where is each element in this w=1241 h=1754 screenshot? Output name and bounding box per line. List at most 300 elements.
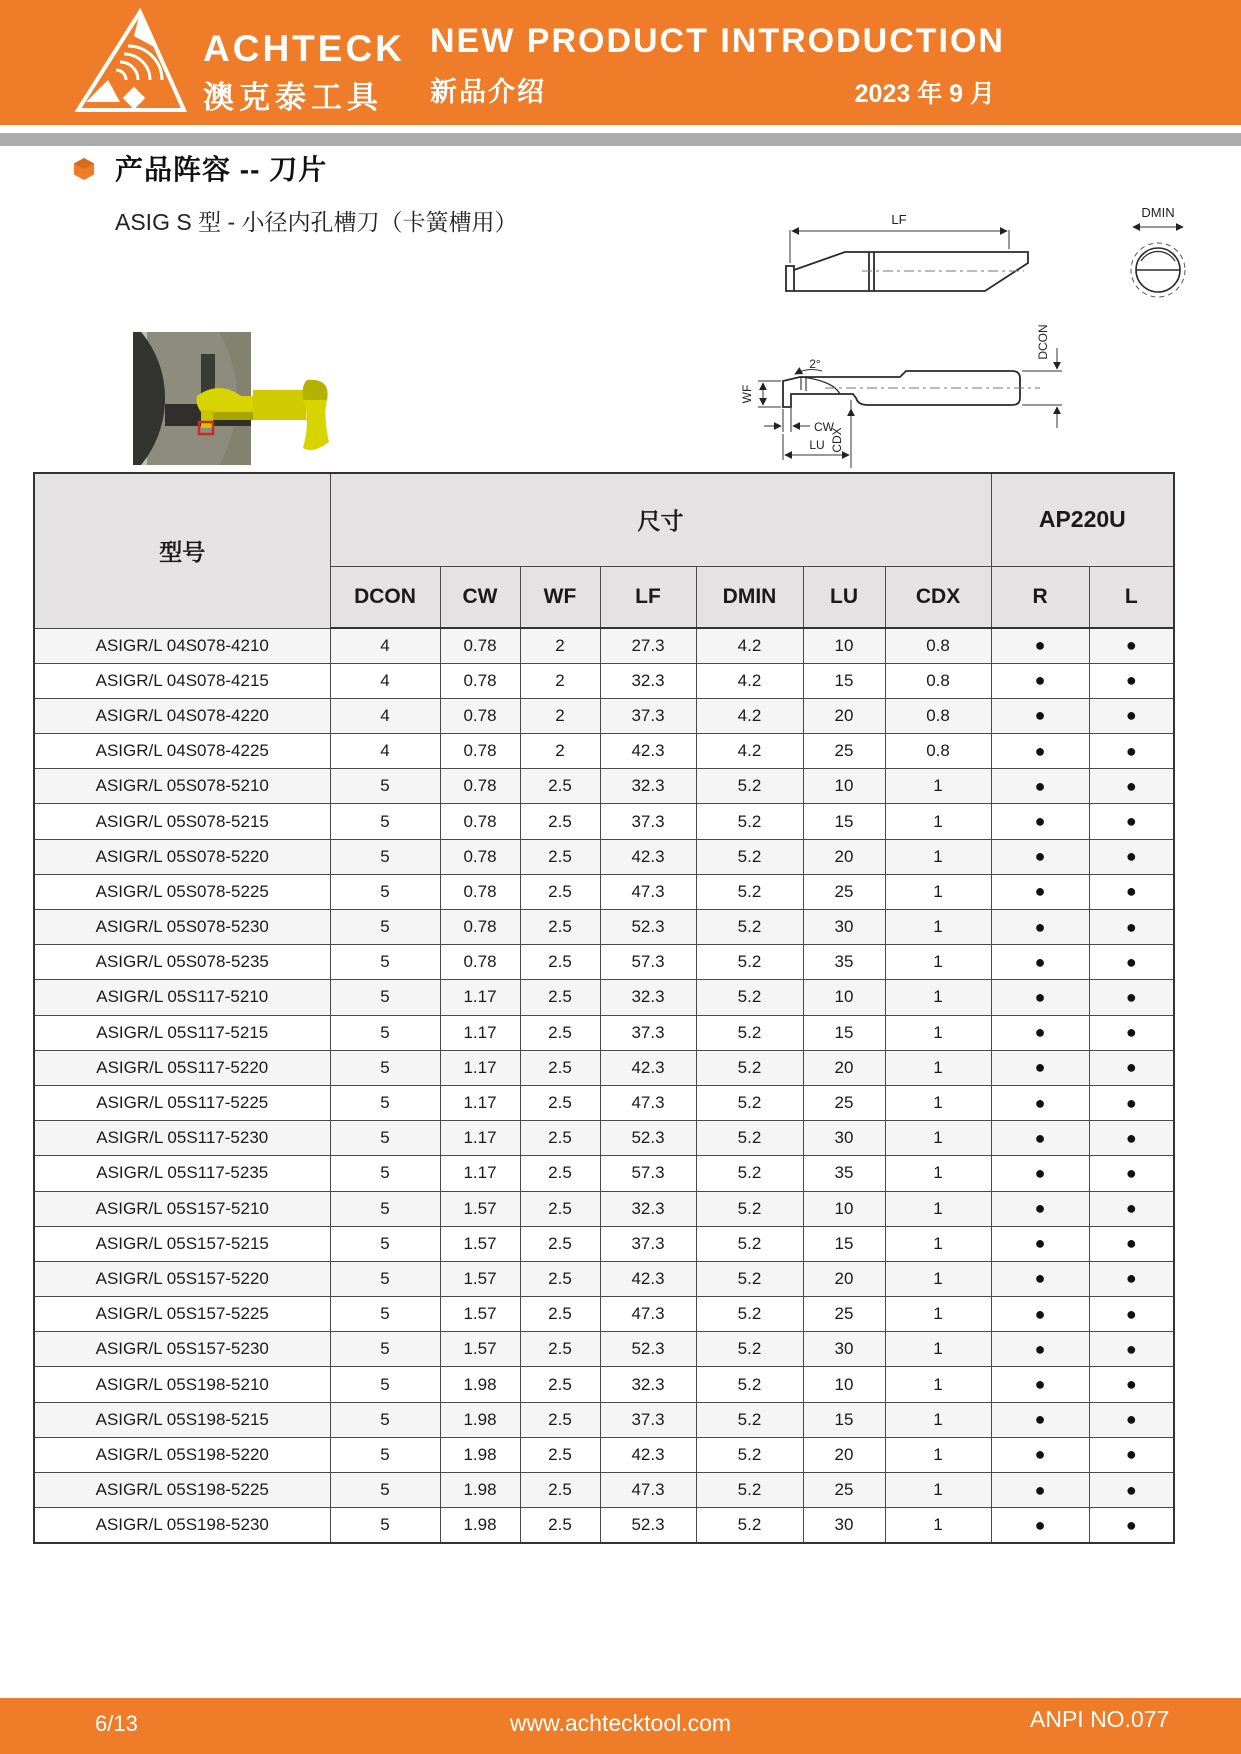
page-number: 6/13 bbox=[95, 1711, 138, 1736]
model-cell: ASIGR/L 05S117-5220 bbox=[34, 1050, 330, 1085]
dimension-cell: 5 bbox=[330, 874, 440, 909]
divider-bar bbox=[0, 133, 1241, 146]
dimension-cell: 5.2 bbox=[696, 1156, 803, 1191]
dimension-cell: 5 bbox=[330, 804, 440, 839]
dimension-cell: 0.78 bbox=[440, 804, 520, 839]
doc-number: ANPI NO.077 bbox=[1030, 1706, 1170, 1732]
dimension-cell: 0.8 bbox=[885, 628, 991, 663]
dimension-cell: 5 bbox=[330, 769, 440, 804]
col-header-dcon: DCON bbox=[330, 566, 440, 628]
grade-dot-cell: ● bbox=[1089, 698, 1174, 733]
dimension-cell: 4 bbox=[330, 698, 440, 733]
dimension-cell: 5 bbox=[330, 1085, 440, 1120]
dimension-cell: 1 bbox=[885, 1050, 991, 1085]
cube-bullet-icon bbox=[74, 158, 94, 180]
dimension-cell: 1 bbox=[885, 1121, 991, 1156]
table-row bbox=[34, 839, 1174, 874]
model-cell: ASIGR/L 05S198-5225 bbox=[34, 1473, 330, 1508]
dimension-cell: 2.5 bbox=[520, 1332, 600, 1367]
table-row bbox=[34, 1402, 1174, 1437]
dimension-cell: 10 bbox=[803, 980, 885, 1015]
dimension-cell: 47.3 bbox=[600, 1473, 696, 1508]
dimension-cell: 57.3 bbox=[600, 945, 696, 980]
dimension-cell: 20 bbox=[803, 1437, 885, 1472]
grade-dot-cell: ● bbox=[1089, 1508, 1174, 1543]
grade-dot-cell: ● bbox=[991, 1508, 1089, 1543]
model-cell: ASIGR/L 04S078-4225 bbox=[34, 734, 330, 769]
dimension-cell: 1.98 bbox=[440, 1437, 520, 1472]
dimension-cell: 20 bbox=[803, 1050, 885, 1085]
grade-dot-cell: ● bbox=[1089, 910, 1174, 945]
grade-dot-cell: ● bbox=[1089, 1226, 1174, 1261]
dim-label-lu: LU bbox=[809, 438, 825, 452]
table-row bbox=[34, 874, 1174, 909]
dimension-cell: 1 bbox=[885, 910, 991, 945]
dimension-cell: 1 bbox=[885, 839, 991, 874]
dimension-cell: 1.57 bbox=[440, 1191, 520, 1226]
dimension-cell: 2.5 bbox=[520, 1121, 600, 1156]
section-title: 产品阵容 -- 刀片 bbox=[115, 154, 328, 185]
brand-logo bbox=[68, 6, 405, 118]
dimension-cell: 0.78 bbox=[440, 945, 520, 980]
dimension-cell: 2.5 bbox=[520, 1191, 600, 1226]
dimension-cell: 0.78 bbox=[440, 839, 520, 874]
dimension-cell: 1.17 bbox=[440, 1156, 520, 1191]
grade-dot-cell: ● bbox=[991, 1191, 1089, 1226]
dimension-cell: 5 bbox=[330, 1437, 440, 1472]
dimension-cell: 1 bbox=[885, 1085, 991, 1120]
model-cell: ASIGR/L 05S157-5225 bbox=[34, 1297, 330, 1332]
dimension-cell: 4 bbox=[330, 628, 440, 663]
dimension-cell: 1 bbox=[885, 1226, 991, 1261]
header-bar bbox=[0, 0, 1241, 125]
dimension-cell: 1.57 bbox=[440, 1261, 520, 1296]
dimension-cell: 5.2 bbox=[696, 1437, 803, 1472]
table-row bbox=[34, 804, 1174, 839]
col-group-dimensions: 尺寸 bbox=[330, 473, 991, 566]
dimension-cell: 30 bbox=[803, 1332, 885, 1367]
grade-dot-cell: ● bbox=[1089, 1437, 1174, 1472]
dimension-cell: 0.78 bbox=[440, 663, 520, 698]
grade-dot-cell: ● bbox=[991, 1085, 1089, 1120]
dimension-cell: 0.8 bbox=[885, 663, 991, 698]
table-row bbox=[34, 1191, 1174, 1226]
dimension-cell: 5.2 bbox=[696, 980, 803, 1015]
dim-label-lf: LF bbox=[891, 212, 907, 227]
dimension-cell: 2 bbox=[520, 698, 600, 733]
dimension-cell: 52.3 bbox=[600, 1121, 696, 1156]
dimension-cell: 42.3 bbox=[600, 1050, 696, 1085]
model-cell: ASIGR/L 05S198-5210 bbox=[34, 1367, 330, 1402]
dim-label-cdx: CDX bbox=[830, 427, 844, 453]
dimension-cell: 5 bbox=[330, 1508, 440, 1543]
grade-dot-cell: ● bbox=[1089, 839, 1174, 874]
dimension-cell: 1 bbox=[885, 1508, 991, 1543]
dimension-cell: 0.78 bbox=[440, 698, 520, 733]
dimension-cell: 2.5 bbox=[520, 1156, 600, 1191]
dimension-cell: 5.2 bbox=[696, 1508, 803, 1543]
dimension-cell: 5.2 bbox=[696, 1402, 803, 1437]
table-row bbox=[34, 1015, 1174, 1050]
brand-name-cn: 澳克泰工具 bbox=[203, 80, 383, 115]
dimension-cell: 1 bbox=[885, 804, 991, 839]
grade-dot-cell: ● bbox=[1089, 1367, 1174, 1402]
dimension-cell: 2.5 bbox=[520, 804, 600, 839]
dimension-cell: 1 bbox=[885, 769, 991, 804]
grade-dot-cell: ● bbox=[1089, 1297, 1174, 1332]
dimension-cell: 2.5 bbox=[520, 945, 600, 980]
model-cell: ASIGR/L 05S198-5220 bbox=[34, 1437, 330, 1472]
model-cell: ASIGR/L 05S157-5215 bbox=[34, 1226, 330, 1261]
dimension-cell: 2.5 bbox=[520, 1402, 600, 1437]
dimension-cell: 2.5 bbox=[520, 1297, 600, 1332]
dimension-cell: 25 bbox=[803, 734, 885, 769]
grade-dot-cell: ● bbox=[1089, 1015, 1174, 1050]
spec-table bbox=[33, 472, 1175, 1544]
model-cell: ASIGR/L 05S078-5225 bbox=[34, 874, 330, 909]
dimension-cell: 5.2 bbox=[696, 1050, 803, 1085]
dimension-cell: 25 bbox=[803, 1085, 885, 1120]
dim-label-dmin: DMIN bbox=[1141, 205, 1175, 220]
dimension-cell: 2.5 bbox=[520, 1050, 600, 1085]
dimension-cell: 1 bbox=[885, 1191, 991, 1226]
dimension-cell: 0.78 bbox=[440, 628, 520, 663]
table-row bbox=[34, 628, 1174, 663]
table-body bbox=[34, 628, 1174, 1543]
page-title: NEW PRODUCT INTRODUCTION bbox=[430, 22, 1005, 60]
model-cell: ASIGR/L 05S078-5220 bbox=[34, 839, 330, 874]
dimension-cell: 0.8 bbox=[885, 734, 991, 769]
grade-dot-cell: ● bbox=[1089, 1050, 1174, 1085]
grade-dot-cell: ● bbox=[1089, 663, 1174, 698]
dimension-cell: 5.2 bbox=[696, 910, 803, 945]
grade-dot-cell: ● bbox=[991, 1121, 1089, 1156]
grade-dot-cell: ● bbox=[1089, 945, 1174, 980]
model-cell: ASIGR/L 05S117-5235 bbox=[34, 1156, 330, 1191]
dimension-cell: 32.3 bbox=[600, 1367, 696, 1402]
issue-date: 2023 年 9 月 bbox=[854, 80, 995, 108]
table-row bbox=[34, 980, 1174, 1015]
col-header-l: L bbox=[1089, 566, 1174, 628]
grade-dot-cell: ● bbox=[991, 1473, 1089, 1508]
dimension-cell: 4.2 bbox=[696, 734, 803, 769]
table-row bbox=[34, 734, 1174, 769]
dimension-cell: 25 bbox=[803, 874, 885, 909]
dimension-cell: 1.17 bbox=[440, 980, 520, 1015]
dimension-cell: 10 bbox=[803, 769, 885, 804]
dimension-cell: 5.2 bbox=[696, 804, 803, 839]
dimension-cell: 1.57 bbox=[440, 1226, 520, 1261]
dimension-cell: 2.5 bbox=[520, 1473, 600, 1508]
mountain-logo-icon bbox=[68, 6, 198, 118]
dimension-cell: 15 bbox=[803, 1402, 885, 1437]
table-row bbox=[34, 945, 1174, 980]
dimension-cell: 5 bbox=[330, 1050, 440, 1085]
dimension-cell: 5.2 bbox=[696, 1473, 803, 1508]
dimension-cell: 32.3 bbox=[600, 980, 696, 1015]
dimension-cell: 1.57 bbox=[440, 1332, 520, 1367]
table-row bbox=[34, 1332, 1174, 1367]
grade-dot-cell: ● bbox=[991, 663, 1089, 698]
model-cell: ASIGR/L 05S117-5230 bbox=[34, 1121, 330, 1156]
dimension-cell: 10 bbox=[803, 1191, 885, 1226]
dimension-cell: 52.3 bbox=[600, 910, 696, 945]
model-cell: ASIGR/L 05S078-5230 bbox=[34, 910, 330, 945]
dimension-cell: 1.98 bbox=[440, 1402, 520, 1437]
grade-dot-cell: ● bbox=[1089, 1332, 1174, 1367]
model-cell: ASIGR/L 05S117-5215 bbox=[34, 1015, 330, 1050]
table-row bbox=[34, 910, 1174, 945]
dimension-cell: 2.5 bbox=[520, 874, 600, 909]
col-header-cdx: CDX bbox=[885, 566, 991, 628]
dimension-cell: 2.5 bbox=[520, 769, 600, 804]
col-header-r: R bbox=[991, 566, 1089, 628]
dimension-drawings bbox=[660, 170, 1221, 472]
dimension-cell: 4 bbox=[330, 663, 440, 698]
dimension-cell: 5.2 bbox=[696, 1332, 803, 1367]
dimension-cell: 32.3 bbox=[600, 769, 696, 804]
dimension-cell: 1 bbox=[885, 1473, 991, 1508]
model-cell: ASIGR/L 05S078-5235 bbox=[34, 945, 330, 980]
dimension-cell: 1 bbox=[885, 1297, 991, 1332]
table-row bbox=[34, 698, 1174, 733]
dimension-cell: 42.3 bbox=[600, 1437, 696, 1472]
dimension-cell: 1 bbox=[885, 1156, 991, 1191]
dim-label-angle: 2° bbox=[809, 357, 821, 371]
dim-label-wf: WF bbox=[740, 384, 754, 404]
dimension-cell: 5.2 bbox=[696, 1226, 803, 1261]
dimension-cell: 32.3 bbox=[600, 663, 696, 698]
dimension-cell: 5 bbox=[330, 1156, 440, 1191]
dimension-cell: 5.2 bbox=[696, 874, 803, 909]
grade-dot-cell: ● bbox=[991, 1402, 1089, 1437]
dimension-cell: 1.17 bbox=[440, 1121, 520, 1156]
dimension-cell: 42.3 bbox=[600, 839, 696, 874]
model-cell: ASIGR/L 04S078-4220 bbox=[34, 698, 330, 733]
dimension-cell: 1 bbox=[885, 1015, 991, 1050]
tool-3d-render bbox=[110, 290, 345, 475]
dimension-cell: 0.78 bbox=[440, 874, 520, 909]
grade-dot-cell: ● bbox=[991, 1367, 1089, 1402]
grade-dot-cell: ● bbox=[991, 910, 1089, 945]
model-cell: ASIGR/L 05S157-5220 bbox=[34, 1261, 330, 1296]
model-cell: ASIGR/L 04S078-4210 bbox=[34, 628, 330, 663]
dim-label-dcon: DCON bbox=[1036, 324, 1050, 360]
dimension-cell: 37.3 bbox=[600, 1015, 696, 1050]
grade-dot-cell: ● bbox=[991, 1156, 1089, 1191]
dimension-cell: 1 bbox=[885, 980, 991, 1015]
model-cell: ASIGR/L 05S198-5215 bbox=[34, 1402, 330, 1437]
table-row bbox=[34, 1261, 1174, 1296]
dimension-cell: 1 bbox=[885, 1261, 991, 1296]
grade-dot-cell: ● bbox=[1089, 1473, 1174, 1508]
grade-dot-cell: ● bbox=[991, 698, 1089, 733]
dimension-cell: 20 bbox=[803, 1261, 885, 1296]
dimension-cell: 1.98 bbox=[440, 1508, 520, 1543]
table-row bbox=[34, 1050, 1174, 1085]
dimension-cell: 0.78 bbox=[440, 734, 520, 769]
dimension-cell: 30 bbox=[803, 1508, 885, 1543]
table-row bbox=[34, 1121, 1174, 1156]
grade-dot-cell: ● bbox=[991, 628, 1089, 663]
grade-dot-cell: ● bbox=[1089, 980, 1174, 1015]
dimension-cell: 4.2 bbox=[696, 663, 803, 698]
dimension-cell: 52.3 bbox=[600, 1332, 696, 1367]
dimension-cell: 2.5 bbox=[520, 839, 600, 874]
grade-dot-cell: ● bbox=[991, 945, 1089, 980]
model-cell: ASIGR/L 04S078-4215 bbox=[34, 663, 330, 698]
dimension-cell: 1 bbox=[885, 945, 991, 980]
table-row bbox=[34, 1297, 1174, 1332]
dimension-cell: 5.2 bbox=[696, 1297, 803, 1332]
dimension-cell: 5 bbox=[330, 1332, 440, 1367]
dimension-cell: 25 bbox=[803, 1473, 885, 1508]
dimension-cell: 0.78 bbox=[440, 910, 520, 945]
dimension-cell: 5.2 bbox=[696, 839, 803, 874]
dimension-cell: 4 bbox=[330, 734, 440, 769]
dimension-cell: 15 bbox=[803, 804, 885, 839]
table-row bbox=[34, 1508, 1174, 1543]
dimension-cell: 5.2 bbox=[696, 1085, 803, 1120]
grade-dot-cell: ● bbox=[991, 1226, 1089, 1261]
dimension-cell: 1.98 bbox=[440, 1473, 520, 1508]
grade-dot-cell: ● bbox=[1089, 1191, 1174, 1226]
grade-dot-cell: ● bbox=[1089, 1121, 1174, 1156]
dimension-cell: 1.98 bbox=[440, 1367, 520, 1402]
grade-dot-cell: ● bbox=[1089, 1261, 1174, 1296]
dimension-cell: 5 bbox=[330, 1015, 440, 1050]
dimension-cell: 27.3 bbox=[600, 628, 696, 663]
dimension-cell: 52.3 bbox=[600, 1508, 696, 1543]
grade-dot-cell: ● bbox=[991, 1297, 1089, 1332]
dimension-cell: 5 bbox=[330, 980, 440, 1015]
dimension-cell: 1.17 bbox=[440, 1050, 520, 1085]
dimension-cell: 2 bbox=[520, 734, 600, 769]
dimension-cell: 5.2 bbox=[696, 769, 803, 804]
table-row bbox=[34, 663, 1174, 698]
dimension-cell: 5 bbox=[330, 1121, 440, 1156]
grade-dot-cell: ● bbox=[991, 1261, 1089, 1296]
dimension-cell: 35 bbox=[803, 945, 885, 980]
dimension-cell: 42.3 bbox=[600, 734, 696, 769]
grade-dot-cell: ● bbox=[1089, 1085, 1174, 1120]
dimension-cell: 42.3 bbox=[600, 1261, 696, 1296]
dimension-cell: 5.2 bbox=[696, 1015, 803, 1050]
dimension-cell: 4.2 bbox=[696, 628, 803, 663]
col-header-lu: LU bbox=[803, 566, 885, 628]
dimension-cell: 47.3 bbox=[600, 874, 696, 909]
grade-dot-cell: ● bbox=[991, 980, 1089, 1015]
grade-dot-cell: ● bbox=[991, 769, 1089, 804]
col-header-cw: CW bbox=[440, 566, 520, 628]
table-row bbox=[34, 1085, 1174, 1120]
dimension-cell: 0.8 bbox=[885, 698, 991, 733]
dimension-cell: 10 bbox=[803, 628, 885, 663]
grade-dot-cell: ● bbox=[1089, 874, 1174, 909]
dimension-cell: 5.2 bbox=[696, 945, 803, 980]
dimension-cell: 5.2 bbox=[696, 1191, 803, 1226]
dimension-cell: 2.5 bbox=[520, 1508, 600, 1543]
dimension-cell: 25 bbox=[803, 1297, 885, 1332]
col-header-wf: WF bbox=[520, 566, 600, 628]
dimension-cell: 1 bbox=[885, 1437, 991, 1472]
dimension-cell: 5 bbox=[330, 1402, 440, 1437]
dimension-cell: 5 bbox=[330, 1297, 440, 1332]
col-header-dmin: DMIN bbox=[696, 566, 803, 628]
dimension-cell: 2 bbox=[520, 663, 600, 698]
model-cell: ASIGR/L 05S117-5225 bbox=[34, 1085, 330, 1120]
dimension-cell: 15 bbox=[803, 663, 885, 698]
dimension-cell: 2.5 bbox=[520, 910, 600, 945]
dimension-cell: 2.5 bbox=[520, 1367, 600, 1402]
dimension-cell: 37.3 bbox=[600, 1402, 696, 1437]
dimension-cell: 37.3 bbox=[600, 804, 696, 839]
grade-dot-cell: ● bbox=[1089, 804, 1174, 839]
dimension-cell: 57.3 bbox=[600, 1156, 696, 1191]
col-header-lf: LF bbox=[600, 566, 696, 628]
dimension-cell: 47.3 bbox=[600, 1085, 696, 1120]
table-row bbox=[34, 1473, 1174, 1508]
dimension-cell: 15 bbox=[803, 1015, 885, 1050]
dimension-cell: 2.5 bbox=[520, 980, 600, 1015]
dimension-cell: 5.2 bbox=[696, 1367, 803, 1402]
dimension-cell: 35 bbox=[803, 1156, 885, 1191]
grade-dot-cell: ● bbox=[1089, 734, 1174, 769]
model-cell: ASIGR/L 05S198-5230 bbox=[34, 1508, 330, 1543]
dimension-cell: 20 bbox=[803, 839, 885, 874]
table-row bbox=[34, 1437, 1174, 1472]
dimension-cell: 1 bbox=[885, 874, 991, 909]
website-text: www.achtecktool.com bbox=[509, 1710, 732, 1736]
dimension-cell: 32.3 bbox=[600, 1191, 696, 1226]
grade-dot-cell: ● bbox=[991, 804, 1089, 839]
dimension-cell: 2 bbox=[520, 628, 600, 663]
dimension-cell: 30 bbox=[803, 1121, 885, 1156]
dimension-cell: 2.5 bbox=[520, 1437, 600, 1472]
grade-dot-cell: ● bbox=[991, 1332, 1089, 1367]
brand-name: ACHTECK bbox=[203, 28, 405, 69]
grade-dot-cell: ● bbox=[1089, 1156, 1174, 1191]
dimension-cell: 5.2 bbox=[696, 1261, 803, 1296]
dimension-cell: 4.2 bbox=[696, 698, 803, 733]
dimension-cell: 5 bbox=[330, 1473, 440, 1508]
grade-dot-cell: ● bbox=[991, 1015, 1089, 1050]
dimension-cell: 20 bbox=[803, 698, 885, 733]
dimension-cell: 1.17 bbox=[440, 1085, 520, 1120]
table-row bbox=[34, 1226, 1174, 1261]
grade-dot-cell: ● bbox=[1089, 769, 1174, 804]
dimension-cell: 30 bbox=[803, 910, 885, 945]
dimension-cell: 47.3 bbox=[600, 1297, 696, 1332]
grade-dot-cell: ● bbox=[991, 839, 1089, 874]
table-row bbox=[34, 769, 1174, 804]
dimension-cell: 2.5 bbox=[520, 1085, 600, 1120]
dim-label-cw: CW bbox=[814, 420, 834, 434]
model-cell: ASIGR/L 05S157-5230 bbox=[34, 1332, 330, 1367]
page-title-cn: 新品介绍 bbox=[430, 77, 546, 107]
dimension-cell: 10 bbox=[803, 1367, 885, 1402]
dimension-cell: 37.3 bbox=[600, 1226, 696, 1261]
model-cell: ASIGR/L 05S078-5215 bbox=[34, 804, 330, 839]
dimension-cell: 0.78 bbox=[440, 769, 520, 804]
dimension-cell: 15 bbox=[803, 1226, 885, 1261]
grade-dot-cell: ● bbox=[991, 874, 1089, 909]
grade-dot-cell: ● bbox=[1089, 1402, 1174, 1437]
col-group-grade: AP220U bbox=[991, 473, 1174, 566]
dimension-cell: 1 bbox=[885, 1402, 991, 1437]
dimension-cell: 37.3 bbox=[600, 698, 696, 733]
grade-dot-cell: ● bbox=[991, 1437, 1089, 1472]
